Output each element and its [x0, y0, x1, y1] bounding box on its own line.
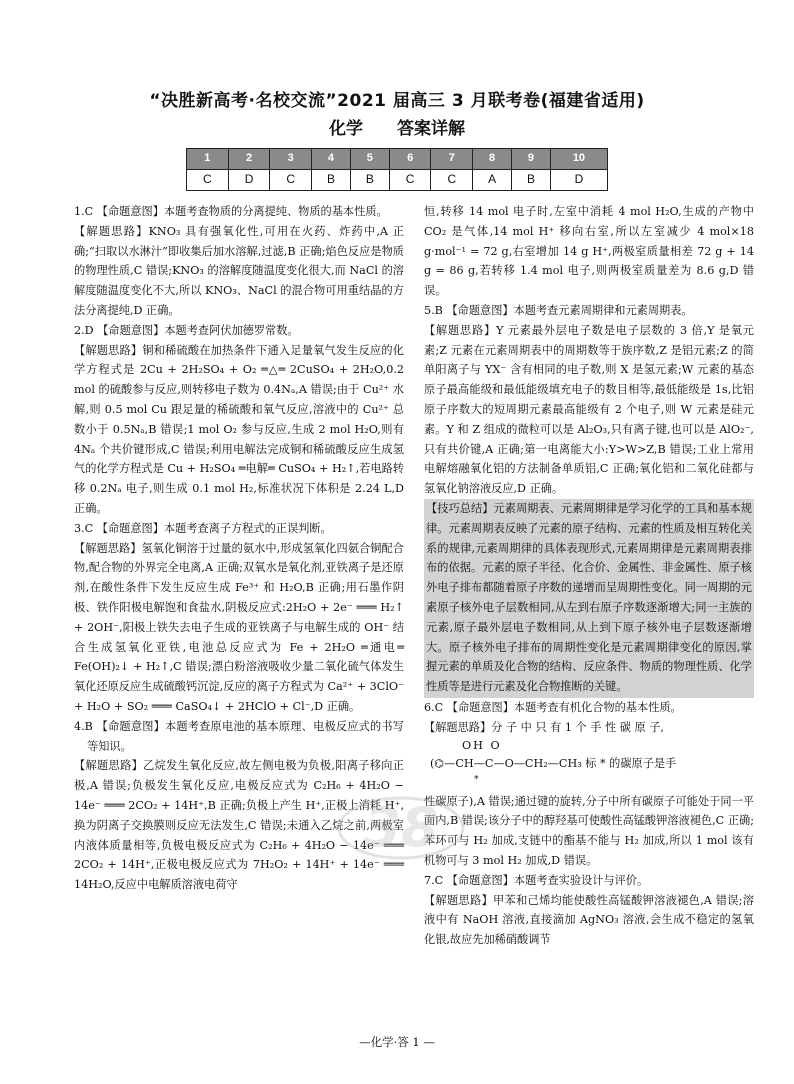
answer-cell: C [270, 169, 312, 190]
q6-explanation: 性碳原子),A 错误;通过键的旋转,分子中所有碳原子可能处于同一平面内,B 错误;该分子中的醇羟基可使酸性高锰酸钾溶液褪色,C 正确;苯环可与 H₂ 加成,支链中的酯基不能与 H₂ 加成,所以 1 mol 该有机物可与 3 mol H₂ 加成,D 错误。 [424, 794, 754, 867]
q6-intro: 【解题思路】分 子 中 只 有 1 个 手 性 碳 原 子, [424, 720, 664, 734]
tips-summary-box: 【技巧总结】元素周期表、元素周期律是学习化学的工具和基本规律。元素周期表反映了元素的原子结构、元素的性质及相互转化关系的规律,元素周期律的具体表现形式,元素周期律是元素周期表排布的依据。元素的原子半径、化合价、金属性、非金属性、原子核外电子排布都随着原子序数的递增而呈周期性变化。同一周期的元素原子核外电子层数相同,从左到右原子序数逐渐增大;同一主族的元素,原子最外层电子数相同,从上到下原子核外电子层数逐渐增大。原子核外电子排布的周期性变化是元素周期律变化的原因,掌握元素的单质及化合物的结构、反应条件、物质的物理性质、化学性质等是进行元素及化合物推断的关键。 [424, 499, 754, 698]
molecule-top-groups: OH O [462, 738, 502, 752]
answer-cell: B [312, 169, 351, 190]
chiral-star-mark: * [474, 774, 479, 785]
answer-table-answer-row [187, 169, 608, 190]
answer-cell: A [473, 169, 512, 190]
answer-cell: D [550, 169, 607, 190]
molecule-structure [424, 738, 754, 792]
answer-table-header-row [187, 149, 608, 170]
q3-explanation: 【解题思路】氢氧化铜溶于过量的氨水中,形成氢氧化四氨合铜配合物,配合物的外界完全电离,A 正确;双氧水是氧化剂,亚铁离子是还原剂,在酸性条件下发生反应生成 Fe³⁺ 和 H₂O,B 正确;用石墨作阴极、铁作阳极电解饱和食盐水,阴极反应式:2H₂O + 2e⁻ ═══ H₂↑ + 2OH⁻,阳极上铁失去电子生成的亚铁离子与电解生成的 OH⁻ 结合生成氢氧化亚铁,电池总反应式为 Fe + 2H₂O ═通电═ Fe(OH)₂↓ + H₂↑,C 错误;漂白粉溶液吸收少量二氧化硫气体发生氧化还原反应生成硫酸钙沉淀,反应的离子方程式为 Ca²⁺ + 3ClO⁻ + H₂O + SO₂ ═══ CaSO₄↓ + 2HClO + Cl⁻,D 正确。 [74, 541, 404, 713]
q5-explanation: 【解题思路】Y 元素最外层电子数是电子层数的 3 倍,Y 是氧元素;Z 元素在元素周期表中的周期数等于族序数,Z 是铝元素;Z 的简单阳离子与 YX⁻ 含有相同的电子数,则 X 是氢元素;W 元素的基态原子最高能级和最低能级填充电子的数目相等,最低能级是 1s,比铝原子序数大的短周期元素最高能级有 2 个电子,则 W 元素是硅元素。Y 和 Z 组成的微粒可以是 Al₂O₃,只有离子键,也可以是 AlO₂⁻,只有共价键,A 正确;第一电离能大小:Y>W>Z,B 错误;工业上常用电解熔融氧化铝的方法制备单质铝,C 正确;氧化铝和二氧化硅都与氢氧化钠溶液反应,D 正确。 [424, 323, 754, 496]
page-title: “决胜新高考·名校交流”2021 届高三 3 月联考卷(福建省适用) [149, 91, 645, 111]
answer-cell: C [389, 169, 431, 190]
right-column [424, 202, 754, 950]
q7-heading: 7.C 【命题意图】本题考查实验设计与评价。 [424, 873, 649, 887]
answer-detail-label: 答案详解 [396, 119, 465, 139]
q2-explanation: 【解题思路】铜和稀硫酸在加热条件下通入足量氧气发生反应的化学方程式是 2Cu + 2H₂SO₄ + O₂ ═△═ 2CuSO₄ + 2H₂O,0.2 mol 的硫酸参与反应,则转移电子数为 0.4Nₐ,A 错误;由于 Cu²⁺ 水解,则 0.5 mol Cu 跟足量的稀硫酸和氧气反应,溶液中的 Cu²⁺ 总数小于 0.5Nₐ,B 错误;1 mol O₂ 参与反应,生成 2 mol H₂O,则有 4Nₐ 个共价键形成,C 错误;利用电解法完成铜和稀硫酸反应生成氢气的化学方程式是 Cu + H₂SO₄ ═电解═ CuSO₄ + H₂↑,若电路转移 0.2Nₐ 电子,则生成 0.1 mol H₂,标准状况下体积是 2.24 L,D 正确。 [74, 343, 404, 515]
q3-heading: 3.C 【命题意图】本题考查离子方程式的正误判断。 [74, 521, 332, 535]
answer-cell: B [350, 169, 389, 190]
question-number: 8 [473, 149, 512, 170]
answer-table [186, 148, 608, 191]
watermark-logo [336, 790, 466, 862]
q4-explanation-continued: 恒,转移 14 mol 电子时,左室中消耗 4 mol H₂O,生成的产物中 CO₂ 是气体,14 mol H⁺ 移向右室,所以左室减少 4 mol×18 g·mol⁻¹ = 72 g,右室增加 14 g H⁺,两极室质量相差 72 g + 14 g = 86 g,若转移 1.4 mol 电子,则两极室质量差为 8.6 g,D 错误。 [424, 205, 754, 298]
q1-heading: 1.C 【命题意图】本题考查物质的分离提纯、物质的基本性质。 [74, 205, 388, 218]
question-number: 9 [512, 149, 551, 170]
question-number: 2 [228, 149, 270, 170]
q7-explanation: 【解题思路】甲苯和己烯均能使酸性高锰酸钾溶液褪色,A 错误;溶液中有 NaOH 溶液,直接滴加 AgNO₃ 溶液,会生成不稳定的氢氧化银,故应先加稀硝酸调节 [424, 893, 754, 947]
page-subtitle [0, 120, 794, 140]
answer-cell: B [512, 169, 551, 190]
q4-explanation: 【解题思路】乙烷发生氧化反应,故左侧电极为负极,阳离子移向正极,A 错误;负极发生氧化反应,电极反应式为 C₂H₆ + 4H₂O − 14e⁻ ═══ 2CO₂ + 14H⁺,B 正确;负极上产生 H⁺,正极上消耗 H⁺,换为阴离子交换膜则反应无法发生,C 错误;未通入乙烷之前,两极室内液体质量相等,负极电极反应式为 C₂H₆ + 4H₂O − 14e⁻ ═══ 2CO₂ + 14H⁺,正极电极反应式为 7H₂O₂ + 14H⁺ + 14e⁻ ═══ 14H₂O,反应中电解质溶液电荷守 [74, 759, 404, 892]
answer-cell: D [228, 169, 270, 190]
watermark-number: 38 [363, 796, 439, 859]
answer-cell: C [187, 169, 229, 190]
question-number: 3 [270, 149, 312, 170]
question-number: 5 [350, 149, 389, 170]
question-number: 10 [550, 149, 607, 170]
question-number: 7 [431, 149, 473, 170]
q5-heading: 5.B 【命题意图】本题考查元素周期律和元素周期表。 [424, 303, 693, 317]
subject-label: 化学 [329, 119, 364, 139]
page-footer: —化学·答 1 — [359, 1035, 435, 1049]
question-number: 4 [312, 149, 351, 170]
q4-heading: 4.B 【命题意图】本题考查原电池的基本原理、电极反应式的书写等知识。 [74, 719, 404, 753]
q2-heading: 2.D 【命题意图】本题考查阿伏加德罗常数。 [74, 323, 299, 337]
question-number: 1 [187, 149, 229, 170]
q1-explanation: 【解题思路】KNO₃ 具有强氧化性,可用在火药、炸药中,A 正确;“扫取以水淋汁”即收集后加水溶解,过滤,B 正确;焰色反应是物质的物理性质,C 错误;KNO₃ 的溶解度随温度变化很大,而 NaCl 的溶解度随温度变化不大,所以 KNO₃、NaCl 的混合物可用重结晶的方法分离提纯,D 正确。 [74, 224, 404, 317]
q6-heading: 6.C 【命题意图】本题考查有机化合物的基本性质。 [424, 700, 682, 714]
answer-cell: C [431, 169, 473, 190]
molecule-main-chain: (⌬—CH—C—O—CH₂—CH₃ 标 * 的碳原子是手 [430, 756, 677, 770]
question-number: 6 [389, 149, 431, 170]
